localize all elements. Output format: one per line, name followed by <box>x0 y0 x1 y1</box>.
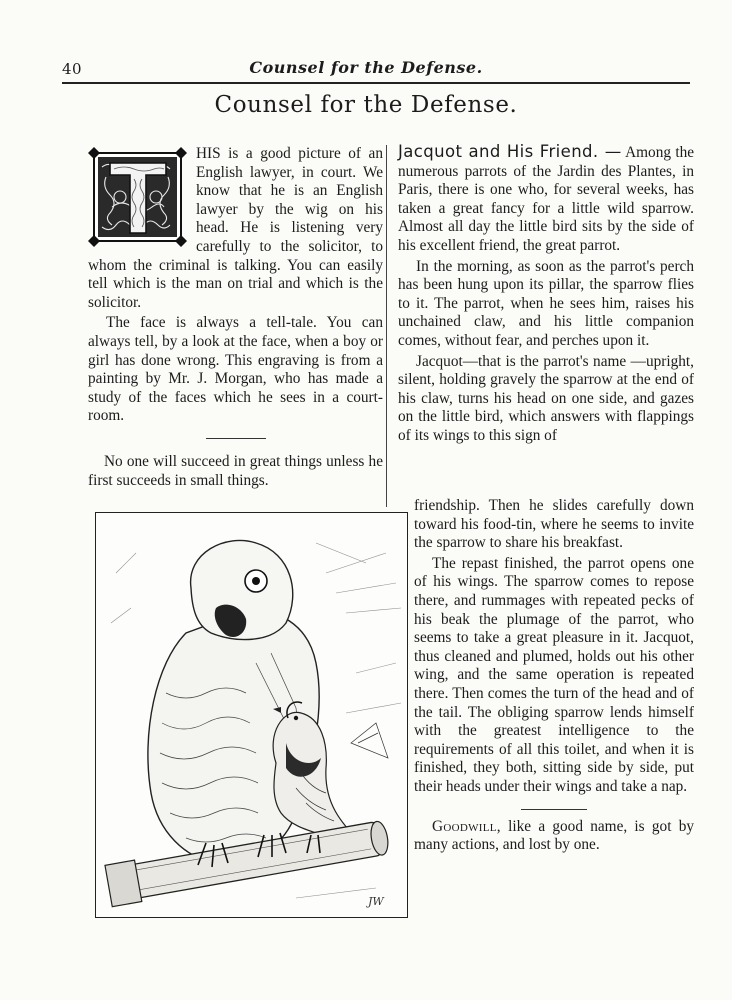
engraving-parrot-and-sparrow <box>95 512 408 918</box>
closing-proverb-lead: Goodwill, <box>432 817 501 835</box>
left-paragraph: The face is always a tell-tale. You can always tell, by a look at the face, when a boy or girl has done wrong. This engraving is from a painting by Mr. J. Morgan, who has made a study of the faces which he sees in a court-room. <box>88 314 383 425</box>
page-number: 40 <box>62 60 83 78</box>
right-paragraph: In the morning, as soon as the parrot's perch has been hung upon its pillar, the sparrow flies to it. The parrot, when he sees him, raises his unchained claw, and his little companion comes, without fear, and perches upon it. <box>398 257 694 349</box>
running-title: Counsel for the Defense. <box>249 58 483 77</box>
closing-proverb-text: like a good name, is got by many actions, and lost by one. <box>414 817 694 854</box>
right-paragraph: Among the numerous parrots of the Jardin des Plantes, in Paris, there is one who, for several weeks, has taken a great fancy for a little wild sparrow. Almost all day the little bird sits by the side of his excellent friend, the great parrot. <box>398 144 695 254</box>
section-rule <box>206 438 266 439</box>
left-column <box>88 145 383 492</box>
right-paragraph: friendship. Then he slides carefully down toward his food-tin, where he seems to invite the sparrow to share his breakfast. <box>414 497 694 552</box>
closing-proverb <box>414 818 694 855</box>
engraver-signature: JW <box>368 895 384 908</box>
right-column <box>398 143 694 448</box>
right-paragraph: Jacquot—that is the parrot's name —upright, silent, holding gravely the sparrow at the end of his claw, turns his head on one side, and gazes on the little bird, which answers with flappings of its wings to this sign of <box>398 352 694 444</box>
right-column-lower <box>414 497 694 857</box>
right-paragraph: The repast finished, the parrot opens one of his wings. The sparrow comes to repose there, and rummages with repeated pecks of his beak the plumage of the parrot, who seems to take a great pleasure in it. Jacquot, thus cleaned and plumed, holds out his other wing, and the same operation is repeated there. Then comes the turn of the head and of the tail. The obliging sparrow lends himself with the greatest intelligence to the requirements of all this toilet, and when it is finished, they both, sitting side by side, put their heads under their wings and take a nap. <box>414 554 694 795</box>
dropcap-t-ornament <box>88 147 187 247</box>
section-heading: Jacquot and His Friend. — <box>398 142 622 161</box>
left-paragraph: HIS is a good picture of an English lawyer, in court. We know that he is an English lawyer by the wig on his head. He is listening very carefully to the solicitor, to whom the criminal is talking. You can easily tell which is the man on trial and which is the solicitor. <box>88 145 383 311</box>
article-title: Counsel for the Defense. <box>214 92 518 118</box>
header-rule <box>62 82 690 84</box>
section-rule <box>521 809 587 810</box>
parrot-sparrow-illustration <box>96 513 408 918</box>
left-proverb: No one will succeed in great things unless he first succeeds in small things. <box>88 452 383 489</box>
column-divider <box>386 145 387 507</box>
